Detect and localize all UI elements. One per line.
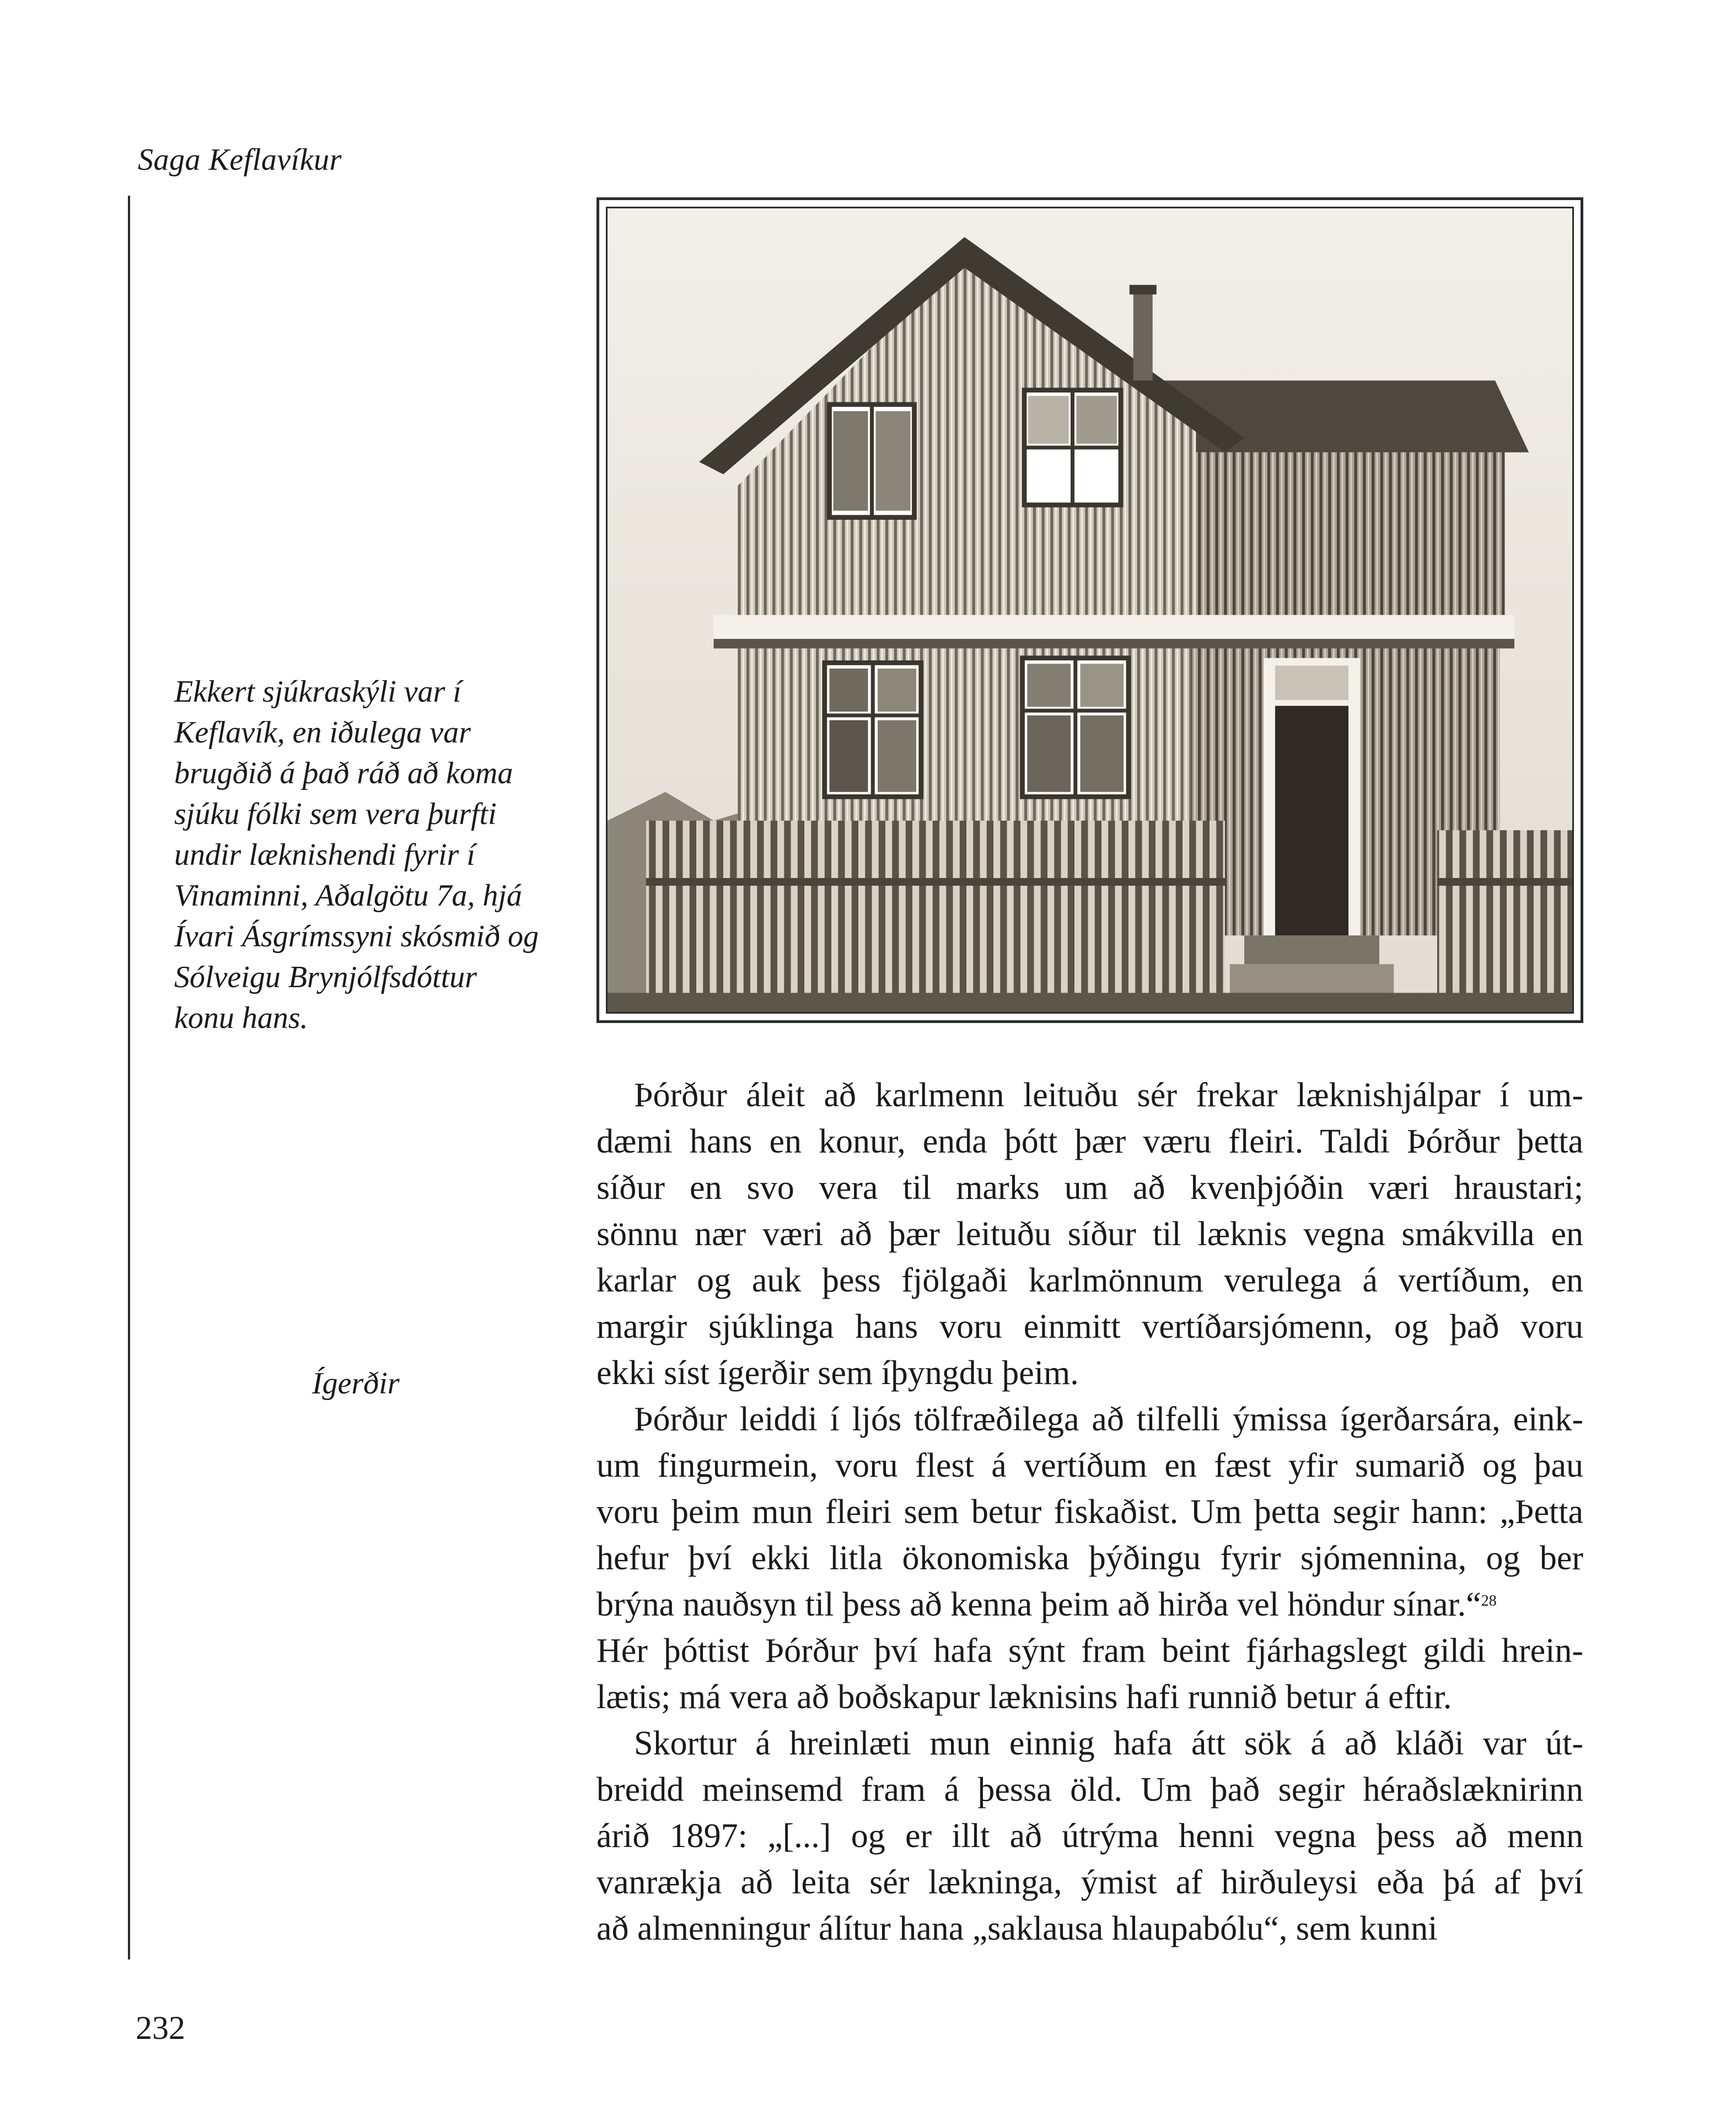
photo-caption	[174, 671, 582, 1038]
text-line: Skortur á hreinlæti mun einnig hafa átt sök á að kláði var út-	[634, 1725, 1583, 1762]
text-line: hefur því ekki litla ökonomiska þýðingu fyrir sjómennina, og ber	[596, 1539, 1583, 1577]
caption-line: Sólveigu Brynjólfsdóttur	[174, 960, 477, 994]
caption-line: sjúku fólki sem vera þurfti	[174, 797, 497, 831]
text-line: margir sjúklinga hans voru einmitt vertíðarsjómenn, og það voru	[596, 1308, 1583, 1345]
page-number: 232	[136, 2010, 185, 2046]
margin-heading: Ígerðir	[312, 1366, 400, 1401]
text-line: lætis; má vera að boðskapur læknisins hafi runnið betur á eftir.	[596, 1678, 1452, 1716]
caption-line: Vinaminni, Aðalgötu 7a, hjá	[174, 879, 523, 913]
caption-line: Ívari Ásgrímssyni skósmið og	[174, 919, 539, 954]
text-line: Þórður leiddi í ljós tölfræðilega að tilfelli ýmissa ígerðarsára, eink-	[634, 1401, 1583, 1438]
text-line: ekki síst ígerðir sem íþyngdu þeim.	[596, 1354, 1079, 1392]
photo-frame	[596, 197, 1583, 1023]
running-title: Saga Keflavíkur	[138, 143, 342, 177]
text-line: um fingurmein, voru flest á vertíðum en fæst yfir sumarið og þau	[596, 1447, 1583, 1484]
paragraph	[596, 1720, 1583, 1952]
text-line: dæmi hans en konur, enda þótt þær væru fleiri. Taldi Þórður þetta	[596, 1123, 1583, 1160]
caption-line: undir læknishendi fyrir í	[174, 838, 475, 872]
footnote-ref: 28	[1481, 1592, 1497, 1609]
house-photo-drawing	[608, 208, 1572, 1012]
body-text	[596, 1072, 1583, 1952]
house-photo	[606, 207, 1574, 1014]
paragraph	[596, 1396, 1583, 1720]
text-line: karlar og auk þess fjölgaði karlmönnum verulega á vertíðum, en	[596, 1262, 1583, 1299]
caption-line: brugðið á það ráð að koma	[174, 756, 513, 790]
text-line: Hér þóttist Þórður því hafa sýnt fram beint fjárhagslegt gildi hrein-	[596, 1632, 1583, 1670]
text-line: breidd meinsemd fram á þessa öld. Um það segir héraðslæknirinn	[596, 1771, 1583, 1808]
text-line: sönnu nær væri að þær leituðu síður til læknis vegna smákvilla en	[596, 1215, 1583, 1253]
text-line: vanrækja að leita sér lækninga, ýmist af hirðuleysi eða þá af því	[596, 1864, 1583, 1901]
margin-rule	[128, 196, 130, 1959]
text-line: árið 1897: „[...] og er illt að útrýma henni vegna þess að menn	[596, 1817, 1583, 1855]
text-line: voru þeim mun fleiri sem betur fiskaðist. Um þetta segir hann: „Þetta	[596, 1493, 1583, 1531]
caption-line: konu hans.	[174, 1001, 308, 1035]
text-line: Þórður áleit að karlmenn leituðu sér frekar læknishjálpar í um-	[634, 1076, 1583, 1114]
text-line: síður en svo vera til marks um að kvenþjóðin væri hraustari;	[596, 1169, 1583, 1207]
caption-line: Keflavík, en iðulega var	[174, 715, 471, 750]
caption-line: Ekkert sjúkraskýli var í	[174, 675, 461, 709]
text-line: að almenningur álítur hana „saklausa hlaupabólu“, sem kunni	[596, 1910, 1438, 1947]
text-line: brýna nauðsyn til þess að kenna þeim að hirða vel höndur sínar.“ 28	[596, 1581, 1583, 1628]
paragraph	[596, 1072, 1583, 1396]
